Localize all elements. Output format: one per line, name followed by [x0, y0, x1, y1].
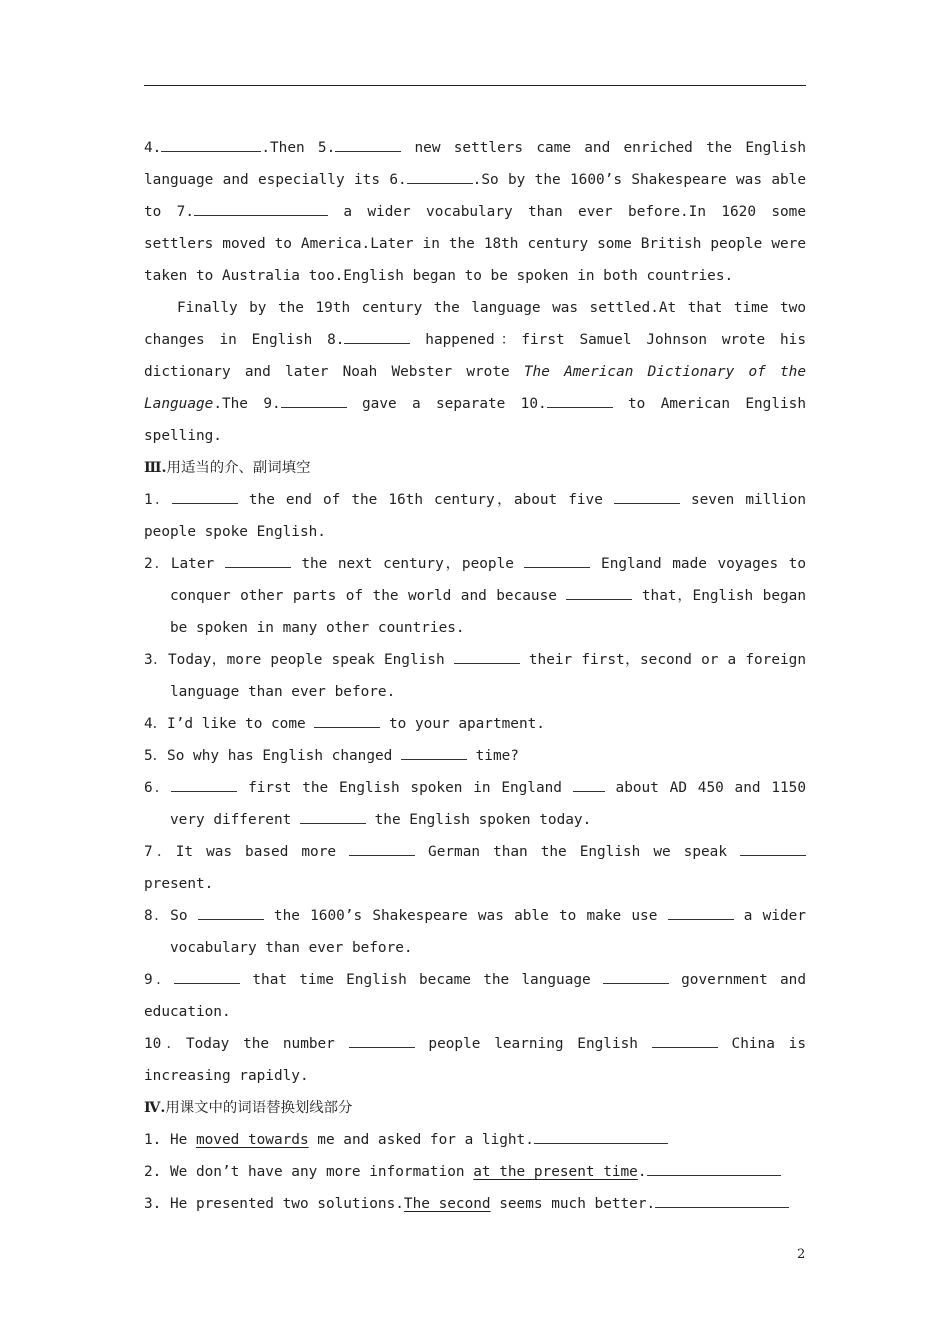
passage-line-1: 4. .Then 5. new settlers came and enriched the English — [144, 132, 806, 164]
passage-line-2: language and especially its 6. .So by the 1600’s Shakespeare was able — [144, 164, 806, 196]
blank-5[interactable] — [335, 136, 401, 152]
s3-q7-blank-a[interactable] — [349, 840, 415, 856]
s3-q8-blank-a[interactable] — [198, 904, 264, 920]
s3-q9-cont: education. — [144, 1004, 231, 1020]
s3-q4: 4．I’d like to come to your apartment. — [144, 708, 806, 740]
s3-q7-cont: present. — [144, 876, 214, 892]
s3-q5-blank[interactable] — [401, 744, 467, 760]
s3-q8-cont: vocabulary than ever before. — [170, 940, 413, 956]
s3-q5: 5．So why has English changed time? — [144, 740, 806, 772]
blank-6[interactable] — [407, 168, 473, 184]
s3-q10: 10．Today the number people learning English China is — [144, 1028, 806, 1060]
passage-line-4: settlers moved to America.Later in the 18th century some British people were — [144, 236, 806, 252]
blank-7[interactable] — [194, 200, 328, 216]
header-rule — [144, 85, 806, 86]
s3-q6-cont: very different the English spoken today. — [144, 804, 806, 836]
s3-q8-blank-b[interactable] — [668, 904, 734, 920]
page-number: 2 — [797, 1247, 806, 1262]
underlined-phrase: moved towards — [195, 1132, 309, 1148]
s3-q10-blank-b[interactable] — [652, 1032, 718, 1048]
s3-q10-blank-a[interactable] — [349, 1032, 415, 1048]
underlined-phrase: at the present time — [473, 1164, 638, 1180]
s3-q6: 6． first the English spoken in England about AD 450 and 1150 — [144, 772, 806, 804]
s3-q3: 3．Today，more people speak English their first，second or a foreign — [144, 644, 806, 676]
section-4-heading: Ⅳ.用课文中的词语替换划线部分 — [144, 1099, 353, 1116]
s3-q7: 7．It was based more German than the English we speak — [144, 836, 806, 868]
s3-q2-blank-b[interactable] — [524, 552, 590, 568]
s3-q3-cont: language than ever before. — [170, 684, 396, 700]
s3-q9-blank-b[interactable] — [603, 968, 669, 984]
s3-q1-cont: people spoke English. — [144, 524, 326, 540]
passage-line-10: spelling. — [144, 428, 222, 444]
s3-q6-blank-c[interactable] — [300, 808, 366, 824]
s3-q2-blank-c[interactable] — [566, 584, 632, 600]
page-content — [144, 132, 806, 1220]
passage-line-5: taken to Australia too.English began to be spoken in both countries. — [144, 268, 734, 284]
passage-line-8: dictionary and later Noah Webster wrote The American Dictionary of the — [144, 356, 806, 388]
s3-q4-blank[interactable] — [314, 712, 380, 728]
underlined-phrase: The second — [403, 1196, 491, 1212]
s4-q3: 3. He presented two solutions.The second seems much better. — [144, 1188, 806, 1220]
s3-q7-blank-b[interactable] — [740, 840, 806, 856]
book-title-part-1: The American Dictionary of the — [523, 364, 806, 380]
s4-q1-blank[interactable] — [534, 1128, 668, 1144]
s3-q6-blank-a[interactable] — [171, 776, 237, 792]
s4-q1: 1. He moved towards me and asked for a light. — [144, 1124, 806, 1156]
s3-q1-blank-a[interactable] — [172, 488, 238, 504]
s3-q2-cont: conquer other parts of the world and because that，English began — [144, 580, 806, 612]
s3-q6-blank-b[interactable] — [573, 776, 605, 792]
s3-q2: 2．Later the next century，people England made voyages to — [144, 548, 806, 580]
s3-q1: 1． the end of the 16th century，about five seven million — [144, 484, 806, 516]
passage-line-3: to 7. a wider vocabulary than ever before.In 1620 some — [144, 196, 806, 228]
book-title-part-2: Language — [144, 396, 214, 412]
s3-q3-blank[interactable] — [454, 648, 520, 664]
blank-10[interactable] — [547, 392, 613, 408]
s3-q10-cont: increasing rapidly. — [144, 1068, 309, 1084]
s3-q2-cont2: be spoken in many other countries. — [170, 620, 465, 636]
s3-q2-blank-a[interactable] — [225, 552, 291, 568]
passage-line-7: changes in English 8. happened：first Samuel Johnson wrote his — [144, 324, 806, 356]
s4-q2-blank[interactable] — [647, 1160, 781, 1176]
s4-q3-blank[interactable] — [655, 1192, 789, 1208]
passage-line-9: Language.The 9. gave a separate 10. to American English — [144, 388, 806, 420]
s4-q2: 2. We don’t have any more information at the present time. — [144, 1156, 806, 1188]
section-3-heading: Ⅲ.用适当的介、副词填空 — [144, 459, 311, 476]
blank-8[interactable] — [344, 328, 410, 344]
s3-q9: 9． that time English became the language government and — [144, 964, 806, 996]
blank-9[interactable] — [281, 392, 347, 408]
passage-line-6: Finally by the 19th century the language was settled.At that time two — [177, 300, 806, 316]
s3-q9-blank-a[interactable] — [174, 968, 240, 984]
s3-q8: 8．So the 1600’s Shakespeare was able to make use a wider — [144, 900, 806, 932]
s3-q1-blank-b[interactable] — [614, 488, 680, 504]
blank-4[interactable] — [161, 136, 261, 152]
